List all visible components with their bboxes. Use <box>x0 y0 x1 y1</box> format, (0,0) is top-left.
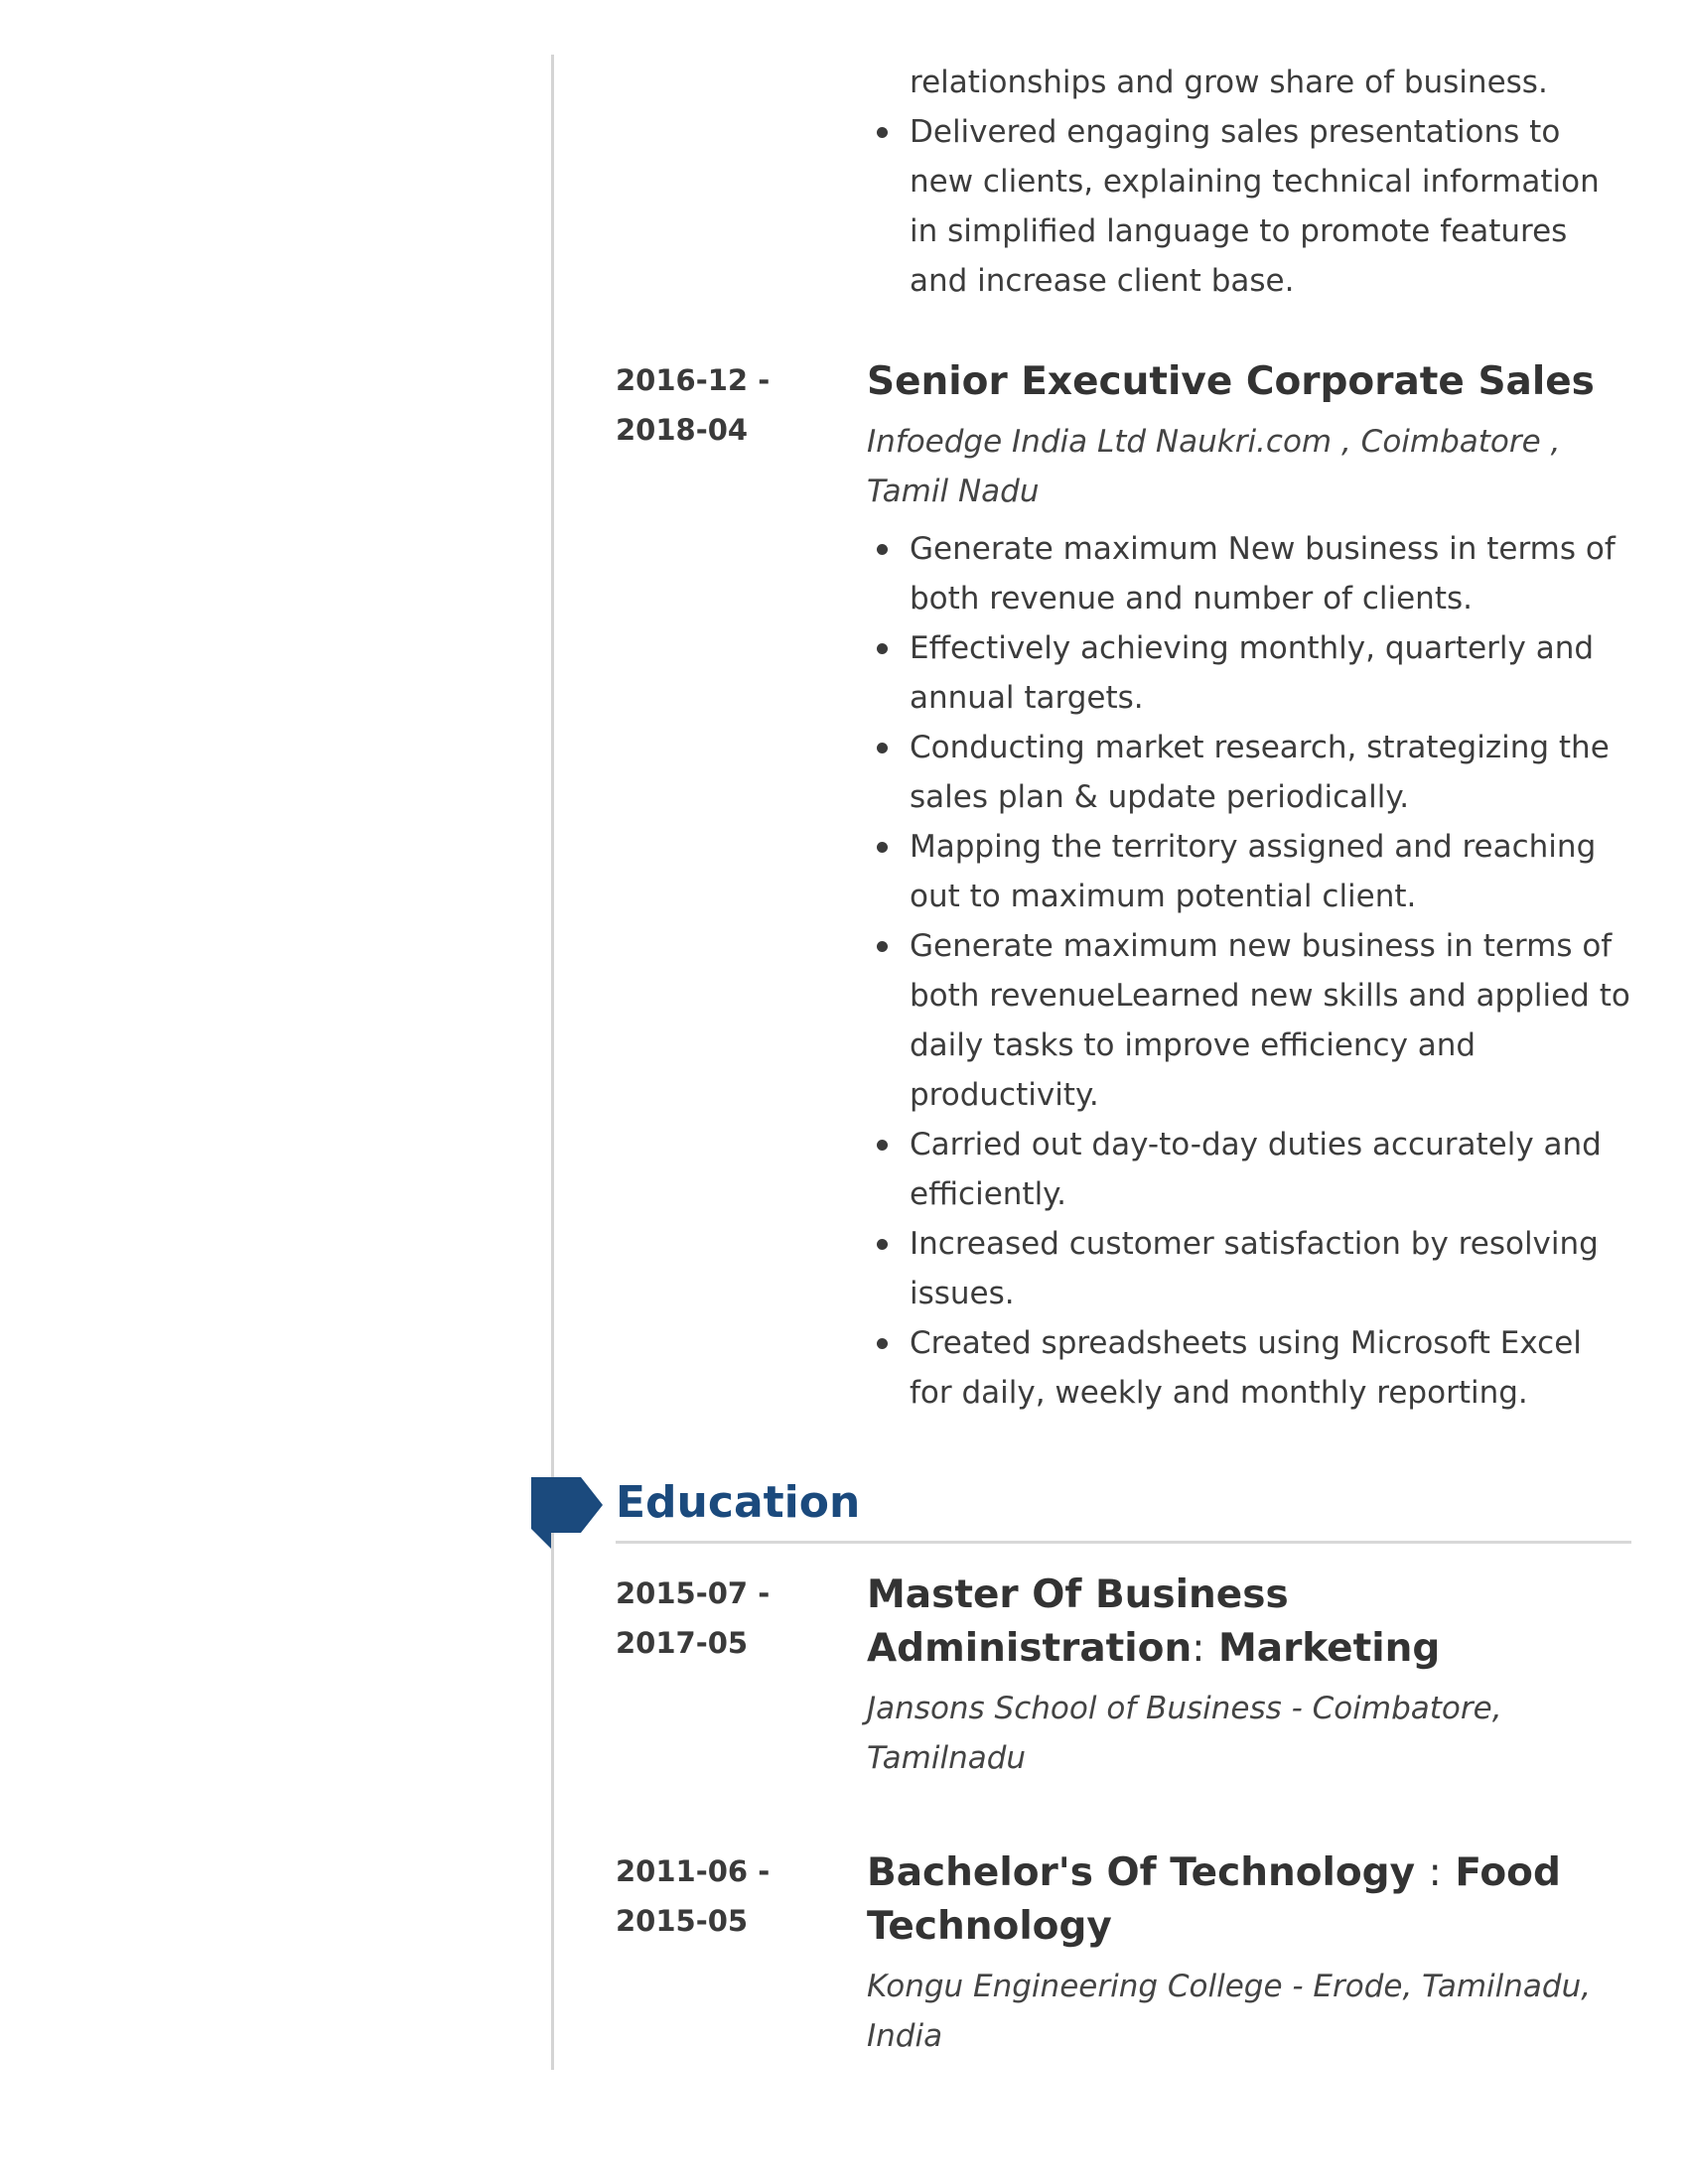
section-divider <box>616 1541 1631 1544</box>
date-start: 2016-12 - <box>616 363 771 397</box>
job-title: Senior Executive Corporate Sales <box>867 359 1595 404</box>
list-item: Effectively achieving monthly, quarterly and annual targets. <box>867 623 1631 723</box>
degree-field: Food Technology <box>867 1850 1561 1949</box>
degree-title <box>867 1846 1631 1954</box>
education-content <box>867 1846 1631 2061</box>
education-section-header <box>0 1469 1688 1549</box>
list-item: Generate maximum new business in terms of both revenueLearned new skills and applied to daily tasks to improve efficiency and productivity. <box>867 921 1631 1120</box>
degree-field: Marketing <box>1217 1626 1441 1671</box>
list-item: Delivered engaging sales presentations to new clients, explaining technical information in simplified language to promote features and increase client base. <box>867 107 1631 306</box>
experience-continued-bullets <box>867 58 1631 306</box>
education-dates <box>616 1569 834 1668</box>
education-dates <box>616 1846 834 1946</box>
list-item: relationships and grow share of business. <box>910 65 1548 100</box>
experience-continued-content <box>867 58 1631 306</box>
school-location: Jansons School of Business - Coimbatore, Tamilnadu <box>867 1691 1502 1776</box>
date-start: 2015-07 - <box>616 1576 771 1610</box>
date-end: 2015-05 <box>616 1904 749 1938</box>
degree-name: Bachelor's Of Technology <box>867 1850 1416 1895</box>
date-end: 2018-04 <box>616 413 749 447</box>
date-start: 2011-06 - <box>616 1854 771 1888</box>
section-title: Education <box>616 1477 861 1528</box>
list-item: Generate maximum New business in terms of both revenue and number of clients. <box>867 524 1631 623</box>
list-item: Conducting market research, strategizing the sales plan & update periodically. <box>867 723 1631 822</box>
section-flag-icon <box>531 1477 603 1549</box>
list-item: Created spreadsheets using Microsoft Excel for daily, weekly and monthly reporting. <box>867 1318 1631 1418</box>
degree-name: Master Of Business Administration <box>867 1572 1289 1671</box>
list-item: Mapping the territory assigned and reaching out to maximum potential client. <box>867 822 1631 921</box>
company-location: Infoedge India Ltd Naukri.com , Coimbatore , Tamil Nadu <box>867 424 1561 509</box>
school-location: Kongu Engineering College - Erode, Tamilnadu, India <box>867 1969 1592 2054</box>
date-end: 2017-05 <box>616 1626 749 1660</box>
education-content <box>867 1569 1631 1783</box>
degree-title <box>867 1569 1631 1676</box>
degree-separator: : <box>1428 1850 1442 1895</box>
timeline-line <box>551 55 554 2070</box>
list-item: Carried out day-to-day duties accurately and efficiently. <box>867 1120 1631 1219</box>
degree-separator: : <box>1192 1626 1205 1671</box>
list-item: Increased customer satisfaction by resolving issues. <box>867 1219 1631 1318</box>
experience-content <box>867 355 1631 1418</box>
experience-dates <box>616 355 834 455</box>
experience-bullets <box>867 524 1631 1418</box>
